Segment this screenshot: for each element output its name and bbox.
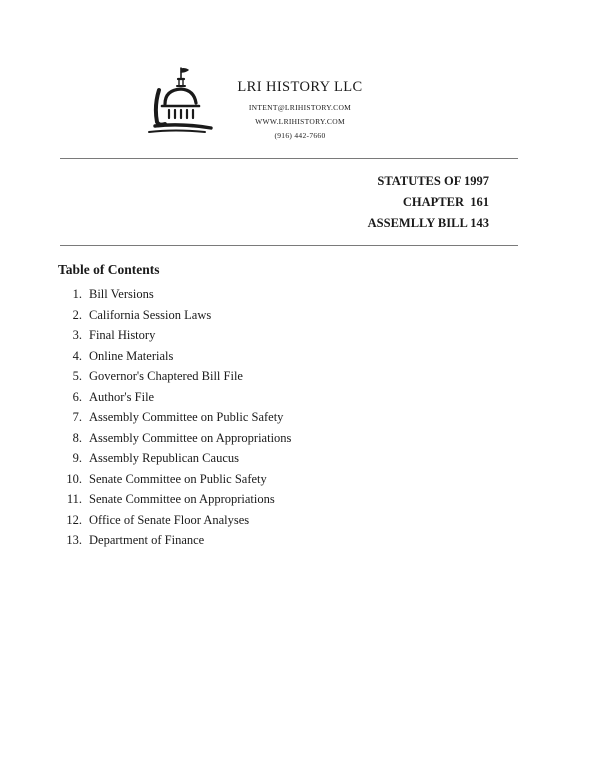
- toc-item: [58, 469, 291, 490]
- toc-item: [58, 407, 291, 428]
- toc-item: [58, 510, 291, 531]
- toc-number: 8.: [72, 430, 82, 445]
- toc-text: Assembly Republican Caucus: [89, 451, 239, 465]
- toc-item: [58, 448, 291, 469]
- toc-item: [58, 284, 291, 305]
- toc-number: 10.: [66, 471, 82, 486]
- top-divider: [60, 158, 518, 159]
- company-email: INTENT@LRIHISTORY.COM: [248, 103, 352, 112]
- toc-text: Online Materials: [89, 348, 174, 363]
- toc-number: 4.: [72, 348, 82, 363]
- toc-text: California Session Laws: [89, 307, 212, 322]
- toc-number: 1.: [72, 287, 82, 301]
- toc-text: Governor's Chaptered Bill File: [89, 369, 243, 383]
- toc-number: 7.: [72, 410, 82, 424]
- statute-block: [368, 171, 489, 234]
- toc-item: [58, 325, 291, 346]
- company-name: LRI HISTORY LLC: [237, 79, 363, 95]
- toc-text: Department of Finance: [89, 533, 205, 547]
- company-phone: (916) 442-7660: [274, 131, 326, 140]
- toc-number: 6.: [72, 389, 82, 404]
- company-block: [225, 78, 375, 143]
- statute-year: STATUTES OF 1997: [377, 174, 489, 188]
- toc-text: Author's File: [89, 389, 155, 404]
- toc-item: [58, 530, 291, 551]
- capitol-dome-icon: [145, 66, 215, 138]
- toc-item: [58, 387, 291, 408]
- toc-number: 13.: [66, 533, 82, 547]
- toc-item: [58, 366, 291, 387]
- statute-chapter: CHAPTER 161: [402, 195, 489, 209]
- toc-text: Senate Committee on Public Safety: [89, 471, 267, 486]
- toc-text: Final History: [89, 328, 156, 342]
- toc-text: Bill Versions: [89, 287, 154, 301]
- toc-text: Assembly Committee on Appropriations: [89, 430, 292, 445]
- toc-item: [58, 305, 291, 326]
- bottom-divider: [60, 245, 518, 246]
- statute-bill: ASSEMLLY BILL 143: [367, 216, 489, 230]
- company-website: WWW.LRIHISTORY.COM: [255, 117, 345, 126]
- toc-number: 5.: [72, 369, 82, 383]
- toc-number: 9.: [72, 451, 82, 465]
- toc-item: [58, 489, 291, 510]
- toc-number: 2.: [72, 307, 82, 322]
- toc-text: Assembly Committee on Public Safety: [89, 410, 284, 424]
- toc-number: 11.: [66, 492, 82, 506]
- toc-text: Senate Committee on Appropriations: [89, 492, 275, 506]
- toc-title: Table of Contents: [58, 262, 160, 277]
- toc-item: [58, 428, 291, 449]
- toc-number: 3.: [72, 328, 82, 342]
- toc-list: [58, 284, 291, 551]
- toc-item: [58, 346, 291, 367]
- toc-text: Office of Senate Floor Analyses: [89, 512, 250, 527]
- toc-number: 12.: [66, 512, 82, 527]
